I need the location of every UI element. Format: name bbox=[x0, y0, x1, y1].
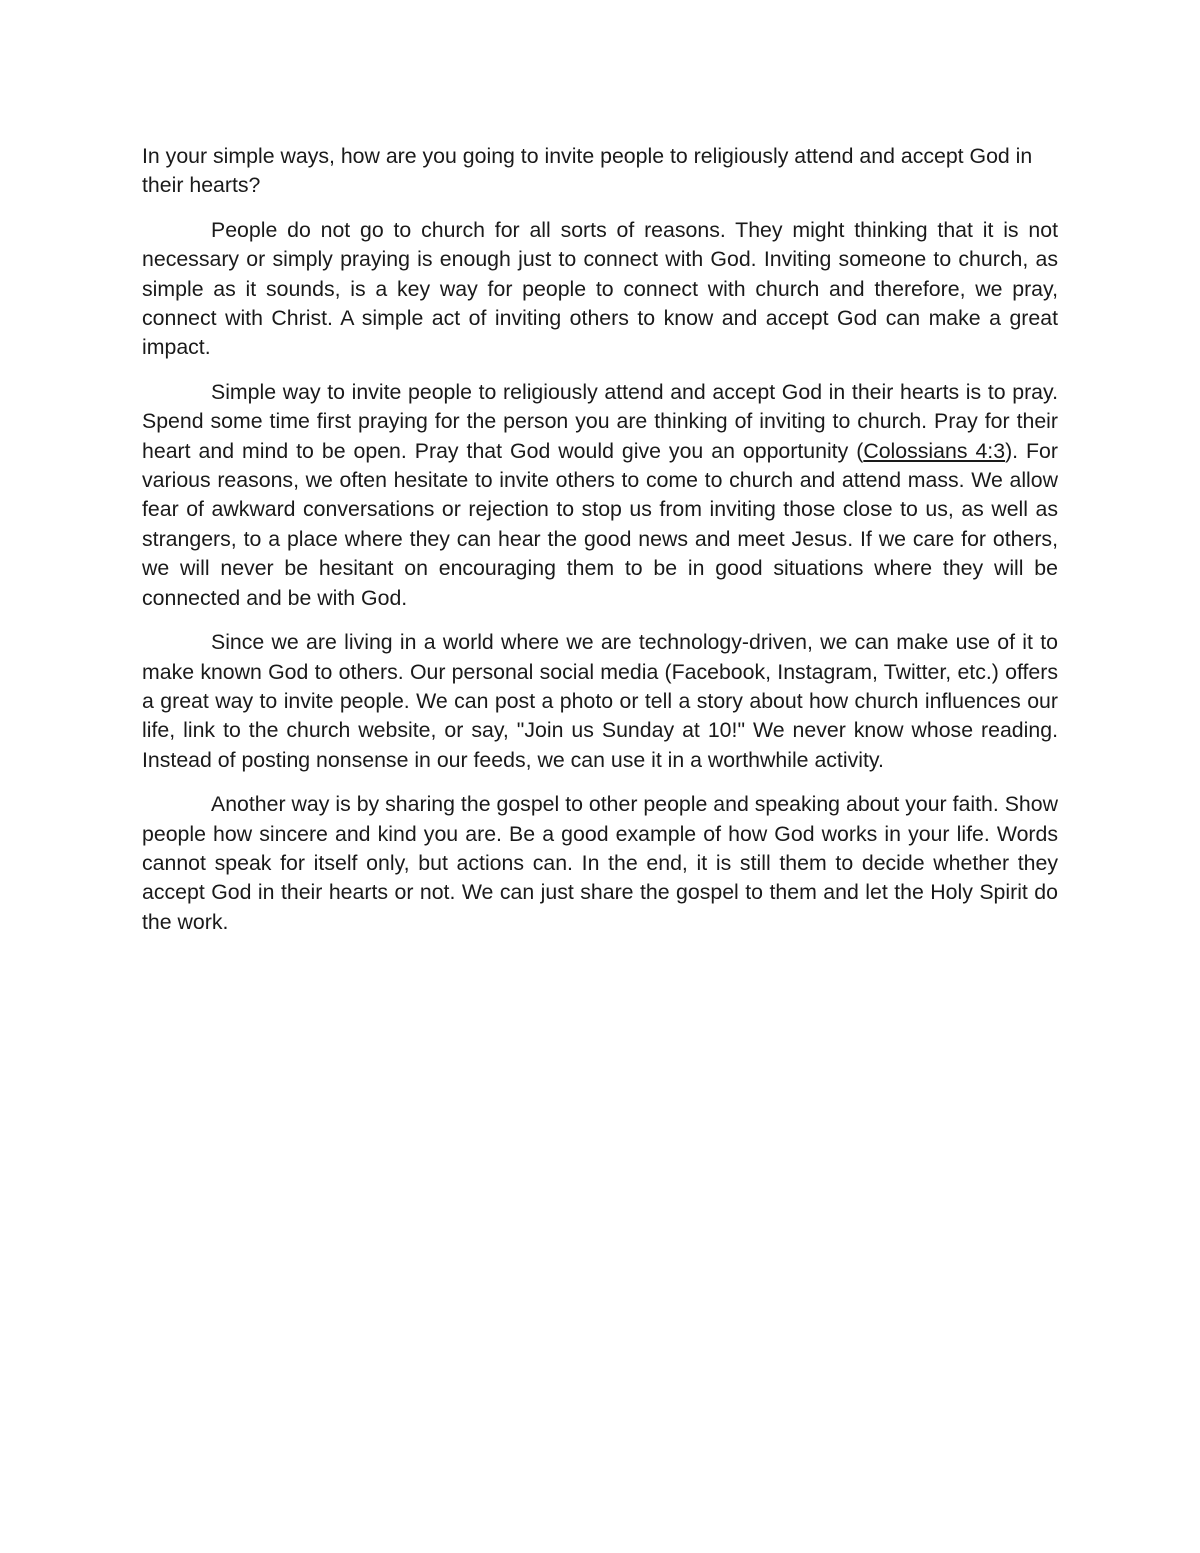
paragraph-2-text-before: Simple way to invite people to religiously attend and accept God in their hearts is to pray. Spend some time first praying for the person you are thinking of inviting to church. Pray for their heart and mind to be open. Pray that God would give you an opportunity ( bbox=[142, 379, 1058, 463]
scripture-reference-link[interactable]: Colossians 4:3 bbox=[863, 438, 1006, 463]
paragraph-1: People do not go to church for all sorts of reasons. They might thinking that it is not necessary or simply praying is enough just to connect with God. Inviting someone to church, as simple as it sounds, is a key way for people to connect with church and therefore, we pray, connect with Christ. A simple act of inviting others to know and accept God can make a great impact. bbox=[142, 217, 1058, 360]
document-body bbox=[142, 142, 1058, 952]
question-heading: In your simple ways, how are you going to invite people to religiously attend and accept God in their hearts? bbox=[142, 144, 1033, 198]
paragraph-2 bbox=[142, 378, 1058, 613]
paragraph-3: Since we are living in a world where we are technology-driven, we can make use of it to make known God to others. Our personal social media (Facebook, Instagram, Twitter, etc.) offers a great way to invite people. We can post a photo or tell a story about how church influences our life, link to the church website, or say, "Join us Sunday at 10!" We never know whose reading. Instead of posting nonsense in our feeds, we can use it in a worthwhile activity. bbox=[142, 630, 1058, 772]
paragraph-2-text-after: ). For various reasons, we often hesitate to invite others to come to church and attend mass. We allow fear of awkward conversations or rejection to stop us from inviting those close to us, as well as strangers, to a place where they can hear the good news and meet Jesus. If we care for others, we will never be hesitant on encouraging them to be in good situations where they will be connected and be with God. bbox=[142, 438, 1058, 610]
paragraph-4: Another way is by sharing the gospel to other people and speaking about your faith. Show people how sincere and kind you are. Be a good example of how God works in your life. Words cannot speak for itself only, but actions can. In the end, it is still them to decide whether they accept God in their hearts or not. We can just share the gospel to them and let the Holy Spirit do the work. bbox=[142, 792, 1058, 934]
